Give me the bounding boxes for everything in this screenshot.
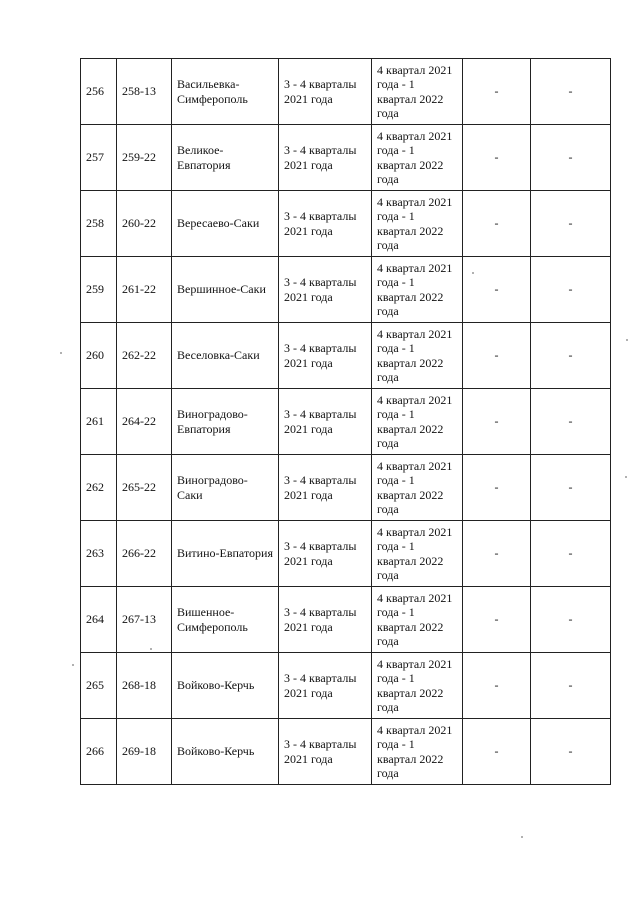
dash-cell-a: -	[463, 719, 531, 785]
dash-cell-b: -	[531, 125, 611, 191]
row-number-cell: 264	[81, 587, 117, 653]
dash-cell-a: -	[463, 125, 531, 191]
end-period-cell: 4 квартал 2021 года - 1 квартал 2022 года	[372, 257, 463, 323]
period-cell: 3 - 4 кварталы 2021 года	[279, 455, 372, 521]
dash-cell-b: -	[531, 521, 611, 587]
dash-cell-b: -	[531, 323, 611, 389]
row-number-cell: 265	[81, 653, 117, 719]
route-name-cell: Веселовка-Саки	[172, 323, 279, 389]
dash-cell-a: -	[463, 59, 531, 125]
dash-cell-b: -	[531, 257, 611, 323]
dash-cell-a: -	[463, 191, 531, 257]
table-body	[81, 59, 611, 785]
route-code-cell: 260-22	[117, 191, 172, 257]
dash-cell-a: -	[463, 653, 531, 719]
scan-speck	[626, 339, 628, 341]
table-row	[81, 455, 611, 521]
route-code-cell: 261-22	[117, 257, 172, 323]
route-name-cell: Витино-Евпатория	[172, 521, 279, 587]
scan-speck	[521, 836, 523, 838]
row-number-cell: 259	[81, 257, 117, 323]
table-row	[81, 323, 611, 389]
period-cell: 3 - 4 кварталы 2021 года	[279, 59, 372, 125]
end-period-cell: 4 квартал 2021 года - 1 квартал 2022 года	[372, 455, 463, 521]
route-code-cell: 259-22	[117, 125, 172, 191]
table-row	[81, 59, 611, 125]
period-cell: 3 - 4 кварталы 2021 года	[279, 389, 372, 455]
end-period-cell: 4 квартал 2021 года - 1 квартал 2022 года	[372, 653, 463, 719]
table-row	[81, 191, 611, 257]
end-period-cell: 4 квартал 2021 года - 1 квартал 2022 года	[372, 125, 463, 191]
table-row	[81, 719, 611, 785]
row-number-cell: 257	[81, 125, 117, 191]
period-cell: 3 - 4 кварталы 2021 года	[279, 719, 372, 785]
table-row	[81, 389, 611, 455]
route-name-cell: Войково-Керчь	[172, 719, 279, 785]
scan-speck	[472, 272, 474, 274]
period-cell: 3 - 4 кварталы 2021 года	[279, 125, 372, 191]
route-name-cell: Виноградово-Евпатория	[172, 389, 279, 455]
period-cell: 3 - 4 кварталы 2021 года	[279, 323, 372, 389]
route-code-cell: 269-18	[117, 719, 172, 785]
route-name-cell: Васильевка-Симферополь	[172, 59, 279, 125]
route-code-cell: 268-18	[117, 653, 172, 719]
route-name-cell: Войково-Керчь	[172, 653, 279, 719]
end-period-cell: 4 квартал 2021 года - 1 квартал 2022 года	[372, 389, 463, 455]
table-row	[81, 653, 611, 719]
row-number-cell: 263	[81, 521, 117, 587]
end-period-cell: 4 квартал 2021 года - 1 квартал 2022 года	[372, 719, 463, 785]
route-code-cell: 264-22	[117, 389, 172, 455]
dash-cell-a: -	[463, 587, 531, 653]
period-cell: 3 - 4 кварталы 2021 года	[279, 191, 372, 257]
dash-cell-b: -	[531, 59, 611, 125]
period-cell: 3 - 4 кварталы 2021 года	[279, 521, 372, 587]
row-number-cell: 262	[81, 455, 117, 521]
period-cell: 3 - 4 кварталы 2021 года	[279, 587, 372, 653]
period-cell: 3 - 4 кварталы 2021 года	[279, 257, 372, 323]
route-name-cell: Вересаево-Саки	[172, 191, 279, 257]
table-row	[81, 587, 611, 653]
route-name-cell: Вершинное-Саки	[172, 257, 279, 323]
scan-speck	[625, 476, 627, 478]
dash-cell-a: -	[463, 455, 531, 521]
scan-speck	[72, 664, 74, 666]
period-cell: 3 - 4 кварталы 2021 года	[279, 653, 372, 719]
row-number-cell: 256	[81, 59, 117, 125]
row-number-cell: 258	[81, 191, 117, 257]
scan-speck	[60, 352, 62, 354]
route-code-cell: 265-22	[117, 455, 172, 521]
route-code-cell: 266-22	[117, 521, 172, 587]
table-row	[81, 257, 611, 323]
dash-cell-b: -	[531, 455, 611, 521]
dash-cell-a: -	[463, 257, 531, 323]
end-period-cell: 4 квартал 2021 года - 1 квартал 2022 года	[372, 323, 463, 389]
route-schedule-table	[80, 58, 611, 785]
dash-cell-b: -	[531, 191, 611, 257]
row-number-cell: 260	[81, 323, 117, 389]
route-code-cell: 258-13	[117, 59, 172, 125]
route-name-cell: Вишенное-Симферополь	[172, 587, 279, 653]
dash-cell-a: -	[463, 389, 531, 455]
end-period-cell: 4 квартал 2021 года - 1 квартал 2022 года	[372, 191, 463, 257]
row-number-cell: 266	[81, 719, 117, 785]
route-code-cell: 267-13	[117, 587, 172, 653]
dash-cell-b: -	[531, 719, 611, 785]
table-row	[81, 521, 611, 587]
end-period-cell: 4 квартал 2021 года - 1 квартал 2022 года	[372, 521, 463, 587]
table-row	[81, 125, 611, 191]
route-name-cell: Великое-Евпатория	[172, 125, 279, 191]
dash-cell-b: -	[531, 587, 611, 653]
row-number-cell: 261	[81, 389, 117, 455]
dash-cell-b: -	[531, 653, 611, 719]
end-period-cell: 4 квартал 2021 года - 1 квартал 2022 года	[372, 59, 463, 125]
scan-speck	[150, 648, 152, 650]
route-name-cell: Виноградово-Саки	[172, 455, 279, 521]
dash-cell-a: -	[463, 323, 531, 389]
dash-cell-a: -	[463, 521, 531, 587]
route-code-cell: 262-22	[117, 323, 172, 389]
dash-cell-b: -	[531, 389, 611, 455]
end-period-cell: 4 квартал 2021 года - 1 квартал 2022 года	[372, 587, 463, 653]
